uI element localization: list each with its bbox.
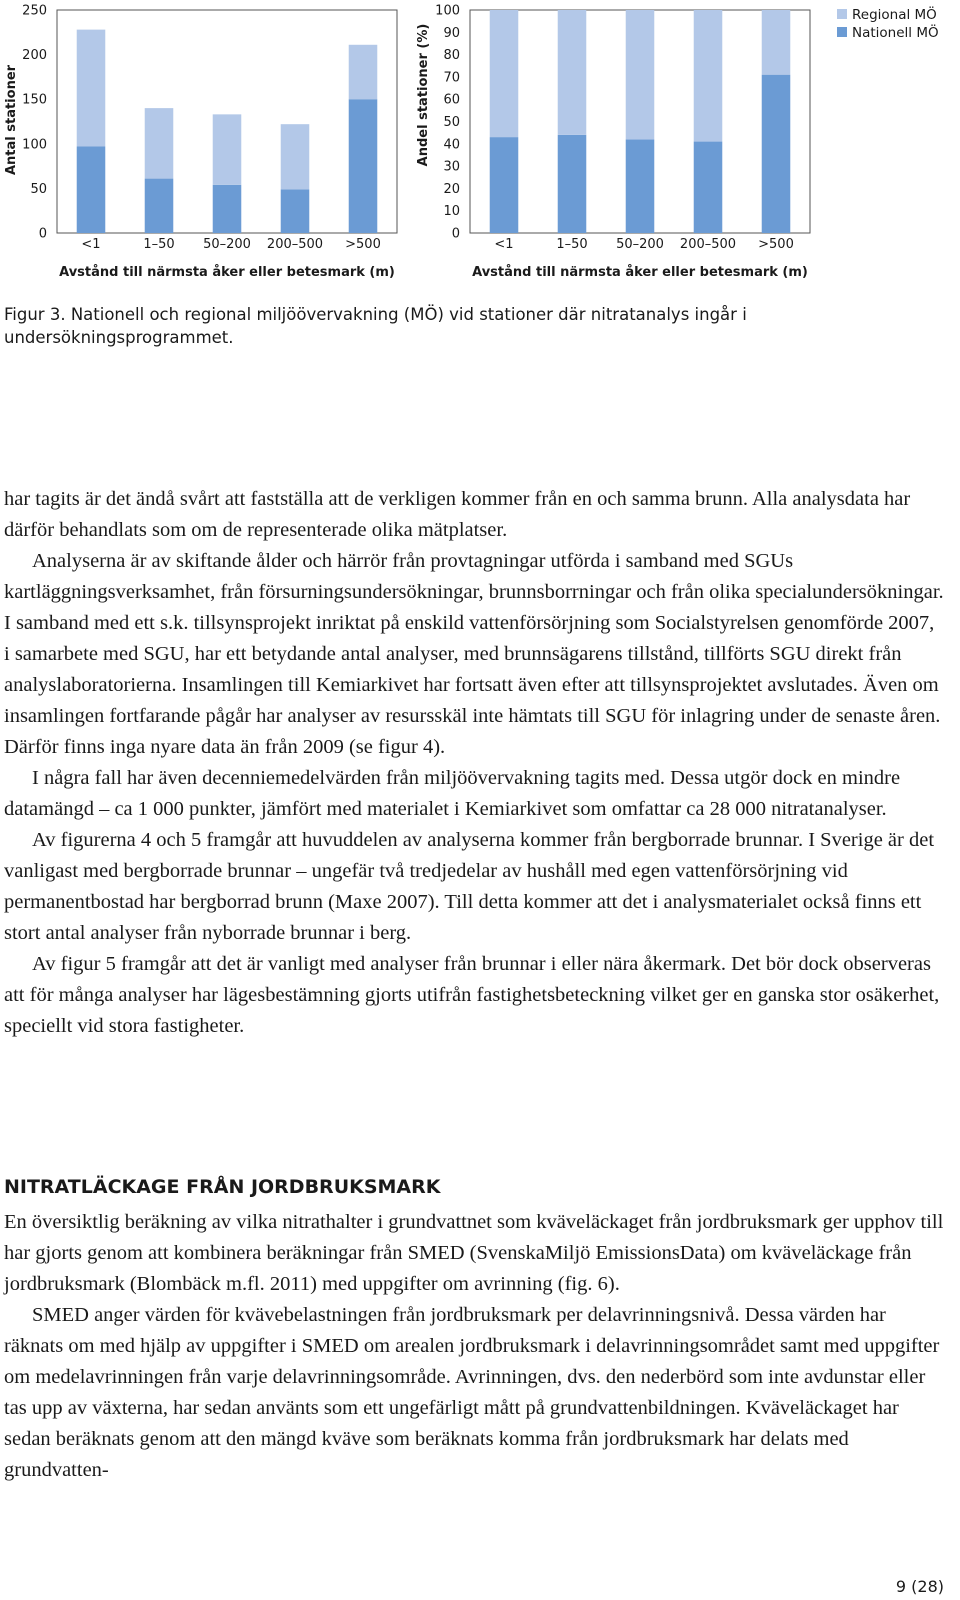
bar-regional: [694, 10, 723, 142]
bar-regional: [762, 10, 791, 75]
y-tick-label: 40: [443, 137, 460, 153]
y-tick-label: 80: [443, 48, 460, 64]
legend-swatch-nationell: [837, 27, 847, 37]
x-tick-label: <1: [494, 237, 514, 252]
x-tick-label: >500: [345, 237, 381, 252]
chart2-ylabel: Andel stationer (%): [416, 23, 431, 167]
page-number: 9 (28): [895, 1577, 944, 1596]
chart-antal-stationer: [4, 4, 397, 281]
bar-regional: [490, 10, 519, 137]
bar-nationell: [694, 142, 723, 233]
bar-nationell: [213, 185, 242, 233]
x-tick-label: 1–50: [143, 237, 175, 252]
bar-nationell: [626, 139, 655, 233]
y-tick-label: 60: [443, 92, 460, 108]
y-tick-label: 0: [38, 226, 47, 242]
x-tick-label: 50–200: [616, 237, 664, 252]
chart-legend: [837, 5, 939, 41]
y-tick-label: 50: [30, 181, 47, 197]
bar-nationell: [490, 137, 519, 233]
x-tick-label: 200–500: [679, 237, 737, 252]
body-paragraph: har tagits är det ändå svårt att fastställa att de verkligen kommer från en och samma brunn. Alla analysdata har därför behandlats som om de representerade olika mätplatser.: [4, 488, 911, 541]
x-tick-label: 50–200: [203, 237, 251, 252]
bar-regional: [349, 45, 378, 99]
bar-nationell: [558, 135, 587, 233]
y-tick-label: 20: [443, 181, 460, 197]
y-tick-label: 50: [443, 115, 460, 130]
bar-nationell: [77, 146, 106, 233]
bar-regional: [213, 114, 242, 184]
body-paragraph: Av figurerna 4 och 5 framgår att huvuddelen av analyserna kommer från bergborrade brunnar. I Sverige är det vanligast med bergborrade brunnar – ungefär två tredjedelar av hushåll med egen vattenförsörjning vid permanentbostad har bergborrad brunn (Maxe 2007). Till detta kommer att det i analysmaterialet också finns ett stort antal analyser från nyborrade brunnar i berg.: [4, 829, 935, 944]
bar-nationell: [145, 179, 174, 233]
legend-swatch-regional: [837, 9, 847, 19]
y-tick-label: 100: [435, 3, 460, 19]
chart-andel-stationer: [416, 4, 810, 281]
bar-regional: [281, 124, 310, 189]
bar-regional: [626, 10, 655, 139]
section-paragraph: En översiktlig beräkning av vilka nitrathalter i grundvattnet som kväveläckaget från jordbruksmark ger upphov till har gjorts genom att kombinera beräkningar från SMED (SvenskaMiljö EmissionsData) om kväveläckage från jordbruksmark (Blombäck m.fl. 2011) med uppgifter om avrinning (fig. 6).: [4, 1211, 944, 1295]
bar-regional: [77, 30, 106, 147]
x-tick-label: >500: [758, 237, 794, 252]
x-tick-label: <1: [81, 237, 101, 252]
bar-regional: [558, 10, 587, 135]
x-tick-label: 1–50: [556, 237, 588, 252]
y-tick-label: 70: [443, 70, 460, 86]
y-tick-label: 0: [451, 226, 460, 242]
x-tick-label: 200–500: [266, 237, 324, 252]
section-heading: NITRATLÄCKAGE FRÅN JORDBRUKSMARK: [4, 1176, 441, 1198]
y-tick-label: 200: [22, 48, 47, 64]
bar-nationell: [281, 189, 310, 233]
y-tick-label: 250: [22, 3, 47, 19]
chart2-xlabel: Avstånd till närmsta åker eller betesmark (m): [472, 265, 808, 280]
bar-nationell: [349, 99, 378, 233]
body-text: [4, 484, 944, 1042]
body-paragraph: Av figur 5 framgår att det är vanligt med analyser från brunnar i eller nära åkermark. Det bör dock observeras att för många analyser har lägesbestämning gjorts utifrån fastighetsbeteckning vilket ger en ganska stor osäkerhet, speciellt vid stora fastigheter.: [4, 953, 940, 1037]
body-paragraph: Analyserna är av skiftande ålder och härrör från provtagningar utförda i samband med SGUs kartläggningsverksamhet, från försurningsundersökningar, brunnsborrningar och från olika specialundersökningar. I samband med ett s.k. tillsynsprojekt inriktat på enskild vattenförsörjning som Socialstyrelsen genomförde 2007, i samarbete med SGU, har ett betydande antal analyser, med brunnsägarens tillstånd, tillförts SGU direkt från analyslaboratorierna. Insamlingen till Kemiarkivet har fortsatt även efter att tillsynsprojektet avslutades. Även om insamlingen fortfarande pågår har analyser av resursskäl inte hämtats till SGU för inlagring under de senaste åren. Därför finns inga nyare data än från 2009 (se figur 4).: [4, 550, 944, 758]
bar-nationell: [762, 75, 791, 233]
section-body-text: [4, 1207, 944, 1486]
legend-label-regional: Regional MÖ: [852, 7, 937, 23]
y-tick-label: 100: [22, 137, 47, 153]
figure-caption: Figur 3. Nationell och regional miljöövervakning (MÖ) vid stationer där nitratanalys ingår i undersökningsprogrammet.: [4, 305, 747, 347]
y-tick-label: 90: [443, 25, 460, 41]
figure-3-charts: [0, 0, 960, 290]
y-tick-label: 30: [443, 159, 460, 175]
y-tick-label: 10: [443, 204, 460, 220]
y-tick-label: 150: [22, 92, 47, 108]
body-paragraph: I några fall har även decenniemedelvärden från miljöövervakning tagits med. Dessa utgör dock en mindre datamängd – ca 1 000 punkter, jämfört med materialet i Kemiarkivet som omfattar ca 28 000 nitratanalyser.: [4, 767, 901, 820]
legend-label-nationell: Nationell MÖ: [852, 25, 939, 41]
chart1-xlabel: Avstånd till närmsta åker eller betesmark (m): [59, 265, 395, 280]
section-paragraph: SMED anger värden för kvävebelastningen från jordbruksmark per delavrinningsnivå. Dessa värden har räknats om med hjälp av uppgifter i SMED om arealen jordbruksmark i delavrinningsområdet samt med uppgifter om medelavrinningen från varje delavrinningsområde. Avrinningen, dvs. den nederbörd som inte avdunstar eller tas upp av växterna, har sedan använts som ett ungefärligt mått på grundvattenbildningen. Kväveläckaget har sedan beräknats genom att den mängd kväve som beräknats komma från jordbruksmark har delats med grundvatten-: [4, 1304, 940, 1481]
chart1-ylabel: Antal stationer: [4, 64, 19, 176]
bar-regional: [145, 108, 174, 178]
